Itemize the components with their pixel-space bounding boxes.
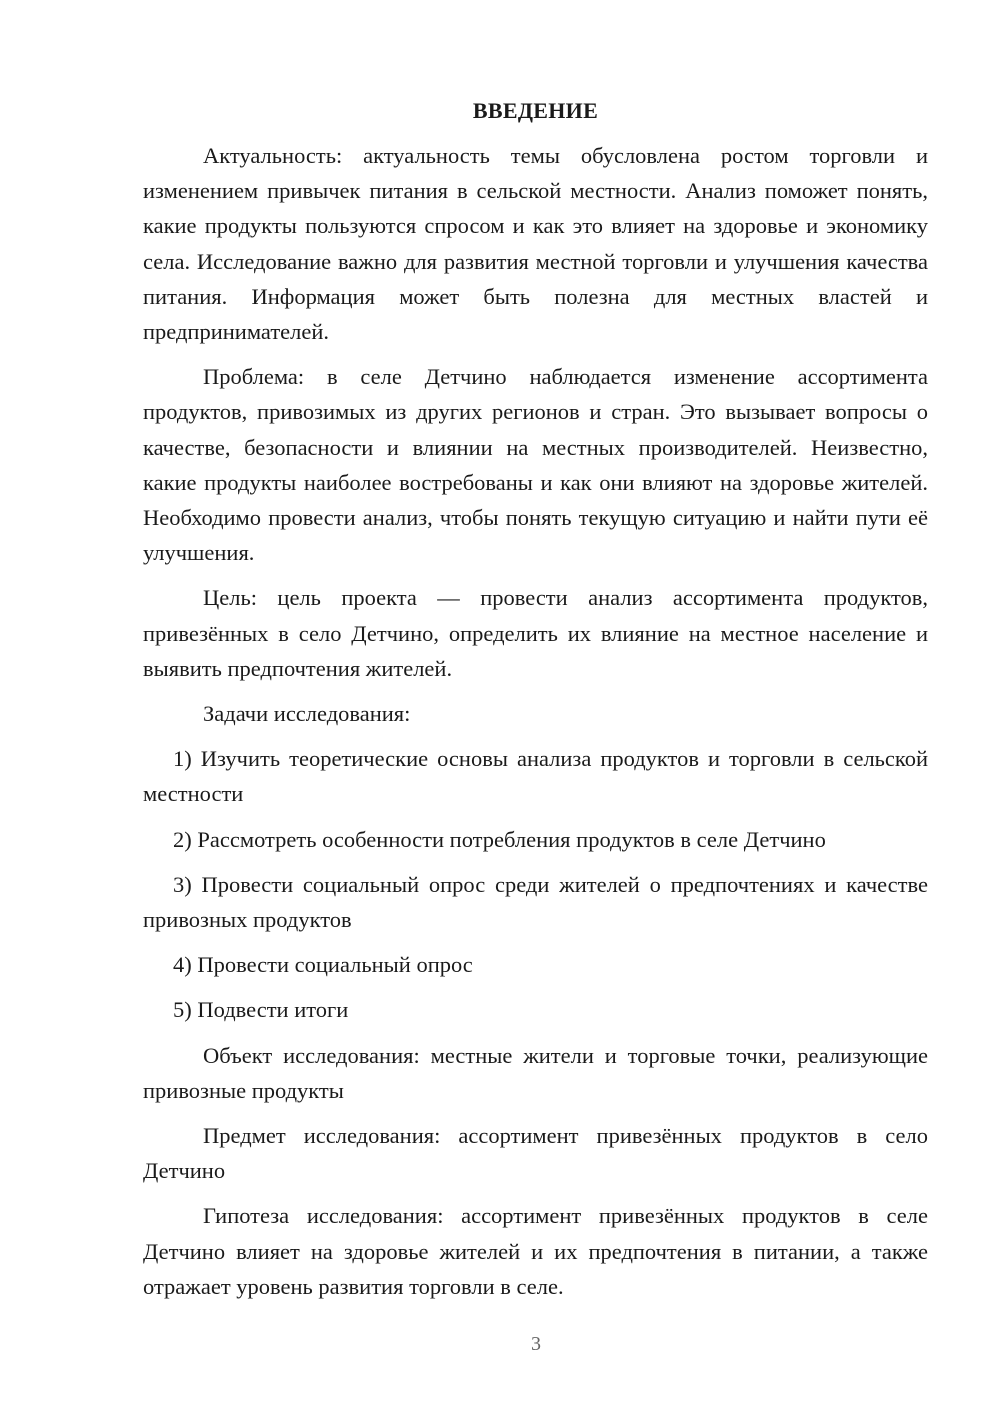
task-item-1: 1) Изучить теоретические основы анализа продуктов и торговли в сельской местности — [143, 746, 928, 807]
document-page — [143, 96, 928, 1314]
tasks-label: Задачи исследования: — [203, 701, 411, 727]
task-item-4: 4) Провести социальный опрос — [173, 952, 473, 978]
task-item-3: 3) Провести социальный опрос среди жителей о предпочтениях и качестве привозных продуктов — [143, 871, 928, 933]
paragraph-goal: Цель: цель проекта — провести анализ ассортимента продуктов, привезённых в село Детчино, определить их влияние на местное население и выявить предпочтения жителей. — [143, 585, 928, 681]
paragraph-hypothesis: Гипотеза исследования: ассортимент привезённых продуктов в селе Детчино влияет на здоровье жителей и их предпочтения в питании, а также отражает уровень развития торговли в селе. — [143, 1203, 928, 1299]
paragraph-problem: Проблема: в селе Детчино наблюдается изменение ассортимента продуктов, привозимых из других регионов и стран. Это вызывает вопросы о качестве, безопасности и влиянии на местных производителей. Неизвестно, какие продукты наиболее востребованы и как они влияют на здоровье жителей. Необходимо провести анализ, чтобы понять текущую ситуацию и найти пути её улучшения. — [143, 364, 928, 566]
paragraph-relevance: Актуальность: актуальность темы обусловлена ростом торговли и изменением привычек питания в сельской местности. Анализ поможет понять, какие продукты пользуются спросом и как это влияет на здоровье и экономику села. Исследование важно для развития местной торговли и улучшения качества питания. Информация может быть полезна для местных властей и предпринимателей. — [143, 143, 928, 345]
paragraph-object: Объект исследования: местные жители и торговые точки, реализующие привозные продукты — [143, 1042, 928, 1103]
page-number: 3 — [531, 1333, 541, 1355]
task-item-2: 2) Рассмотреть особенности потребления продуктов в селе Детчино — [173, 826, 826, 852]
task-item-5: 5) Подвести итоги — [173, 997, 349, 1023]
paragraph-subject: Предмет исследования: ассортимент привезённых продуктов в село Детчино — [143, 1123, 928, 1184]
page-title: ВВЕДЕНИЕ — [472, 98, 599, 123]
